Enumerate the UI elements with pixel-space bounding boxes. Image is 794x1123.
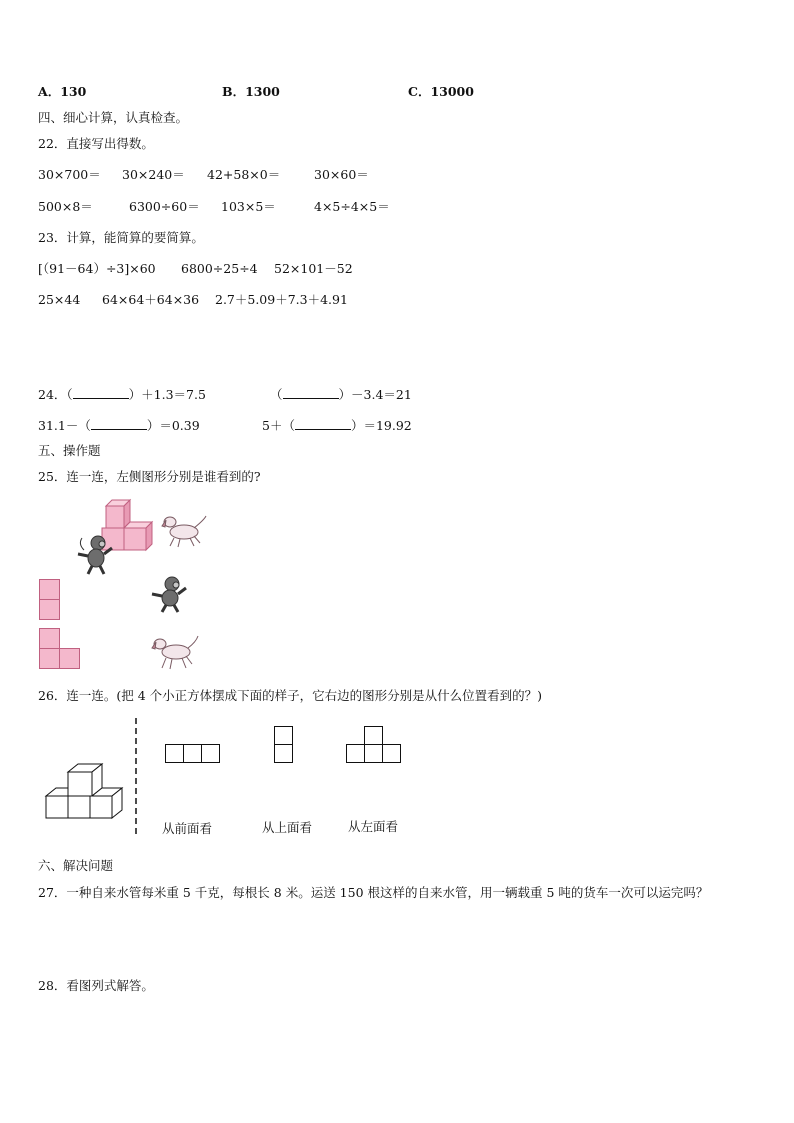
q22-item: 30×240＝ (122, 167, 185, 182)
answer-blank[interactable] (295, 417, 351, 430)
monkey-icon (76, 534, 116, 576)
section-5-heading: 五、操作题 (38, 443, 101, 458)
section-6-heading: 六、解决问题 (38, 858, 114, 873)
answer-blank[interactable] (283, 386, 339, 399)
option-b: B．1300 (222, 84, 280, 99)
section-4-heading: 四、细心计算，认真检查。 (38, 110, 189, 125)
q22-item: 6300÷60＝ (129, 199, 200, 214)
view-label-front: 从前面看 (162, 821, 213, 836)
option-c: C．13000 (408, 84, 474, 99)
q23-item: 64×64＋64×36 (102, 292, 200, 307)
dashed-divider (134, 718, 138, 836)
q23-title: 23．计算，能简算的要简算。 (38, 230, 204, 245)
q24-equation-3: 31.1－（ ）＝0.39 (38, 418, 200, 433)
view-shape-t (346, 726, 404, 766)
answer-blank[interactable] (73, 386, 129, 399)
monkey-icon (150, 576, 190, 614)
q22-title: 22．直接写出得数。 (38, 136, 154, 151)
option-a: A．130 (38, 84, 87, 99)
q23-item: 2.7＋5.09＋7.3＋4.91 (215, 292, 348, 307)
q24-equation-4: 5＋（ ）＝19.92 (262, 418, 412, 433)
q22-item: 30×700＝ (38, 167, 101, 182)
view-shape-two-vertical (274, 726, 296, 766)
dog-icon (160, 512, 208, 550)
q22-item: 4×5÷4×5＝ (314, 199, 390, 214)
q28-text: 28．看图列式解答。 (38, 978, 154, 993)
view-shape-vertical (39, 579, 61, 621)
answer-blank[interactable] (91, 417, 147, 430)
view-shape-l (39, 628, 83, 670)
q22-item: 30×60＝ (314, 167, 369, 182)
view-shape-three-horizontal (165, 744, 223, 765)
q24-equation-2: （ ）－3.4＝21 (270, 387, 412, 402)
q23-item: 6800÷25÷4 (181, 261, 258, 276)
q23-item: 52×101－52 (274, 261, 353, 276)
q26-title: 26．连一连。(把 4 个小正方体摆成下面的样子，它右边的图形分别是从什么位置看到的？) (38, 688, 543, 703)
view-label-left: 从左面看 (348, 819, 399, 834)
q22-item: 42+58×0＝ (207, 167, 281, 182)
q23-item: [（91－64）÷3]×60 (38, 261, 156, 276)
cube-arrangement-figure (44, 762, 126, 824)
q22-item: 500×8＝ (38, 199, 93, 214)
q27-text: 27．一种自来水管每米重 5 千克，每根长 8 米。运送 150 根这样的自来水管，用一辆载重 5 吨的货车一次可以运完吗？ (38, 885, 709, 900)
q25-title: 25．连一连，左侧图形分别是谁看到的? (38, 469, 261, 484)
q22-item: 103×5＝ (221, 199, 276, 214)
q23-item: 25×44 (38, 292, 81, 307)
dog-icon (150, 634, 200, 672)
view-label-top: 从上面看 (262, 820, 313, 835)
q24-equation-1: 24．（ ）＋1.3＝7.5 (38, 387, 206, 402)
